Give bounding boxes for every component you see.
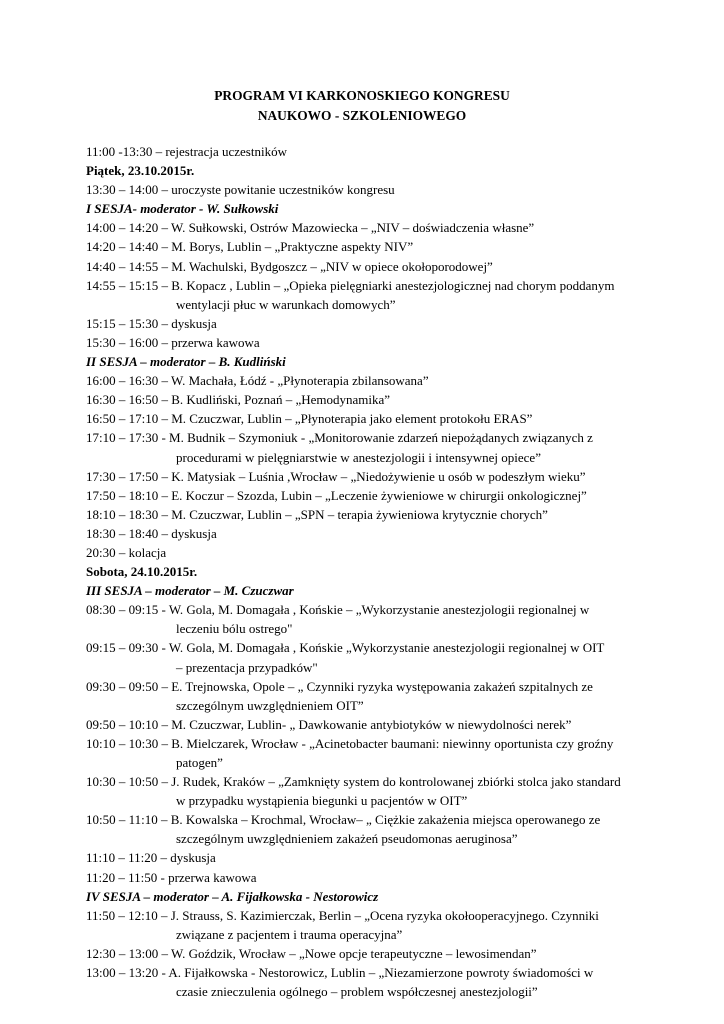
program-item-text: 15:30 – 16:00 – przerwa kawowa bbox=[86, 334, 260, 350]
program-item-text: 14:40 – 14:55 – M. Wachulski, Bydgoszcz – „NIV w opiece okołoporodowej” bbox=[86, 258, 493, 274]
program-item bbox=[86, 180, 686, 199]
program-item-text: 11:20 – 11:50 - przerwa kawowa bbox=[86, 869, 257, 885]
program-item-text: 09:30 – 09:50 – E. Trejnowska, Opole – „ Czynniki ryzyka występowania zakażeń szpitalnych ze bbox=[86, 678, 593, 694]
session-heading bbox=[86, 352, 686, 371]
program-item-continuation: szczególnym uwzględnieniem zakażeń pseudomonas aeruginosa” bbox=[176, 831, 518, 847]
program-item bbox=[86, 371, 686, 390]
program-item-text: 11:50 – 12:10 – J. Strauss, S. Kazimierczak, Berlin – „Ocena ryzyka okołooperacyjnego. Czynniki bbox=[86, 907, 599, 923]
program-item-text: 16:00 – 16:30 – W. Machała, Łódź - „Płynoterapia zbilansowana” bbox=[86, 373, 429, 389]
program-item-text: 20:30 – kolacja bbox=[86, 544, 167, 560]
program-item bbox=[86, 142, 686, 161]
program-item bbox=[86, 486, 686, 505]
program-item-text: 13:30 – 14:00 – uroczyste powitanie uczestników kongresu bbox=[86, 182, 395, 198]
program-item bbox=[86, 848, 686, 867]
title-line-2: NAUKOWO - SZKOLENIOWEGO bbox=[257, 108, 467, 123]
day-heading-text: Sobota, 24.10.2015r. bbox=[86, 564, 198, 580]
program-item bbox=[86, 963, 686, 1001]
session-heading-text: IV SESJA – moderator – A. Fijałkowska - Nestorowicz bbox=[86, 888, 379, 904]
program-item bbox=[86, 944, 686, 963]
program-item-continuation: wentylacji płuc w warunkach domowych” bbox=[176, 296, 396, 312]
program-item bbox=[86, 237, 686, 256]
program-item-continuation: leczeniu bólu ostrego" bbox=[176, 621, 293, 637]
program-item-text: 09:50 – 10:10 – M. Czuczwar, Lublin- „ Dawkowanie antybiotyków w niewydolności nerek” bbox=[86, 716, 572, 732]
session-heading bbox=[86, 199, 686, 218]
program-item bbox=[86, 772, 686, 810]
program-item-text: 14:55 – 15:15 – B. Kopacz , Lublin – „Opieka pielęgniarki anestezjologicznej nad chorym poddanym bbox=[86, 277, 615, 293]
session-heading bbox=[86, 581, 686, 600]
program-item-text: 13:00 – 13:20 - A. Fijałkowska - Nestorowicz, Lublin – „Niezamierzone powroty świadomości w bbox=[86, 965, 594, 981]
program-item-text: 17:30 – 17:50 – K. Matysiak – Luśnia ,Wrocław – „Niedożywienie u osób w podeszłym wieku” bbox=[86, 468, 586, 484]
program-item-text: 08:30 – 09:15 - W. Gola, M. Domagała , Końskie – „Wykorzystanie anestezjologii regionalnej w bbox=[86, 602, 590, 618]
program-item-text: 10:10 – 10:30 – B. Mielczarek, Wrocław - „Acinetobacter baumani: niewinny oportunista czy groźny bbox=[86, 735, 614, 751]
program-item-continuation: szczególnym uwzględnieniem OIT” bbox=[176, 697, 364, 713]
program-item-continuation: – prezentacja przypadków" bbox=[176, 659, 318, 675]
program-item bbox=[86, 638, 686, 676]
program-item-continuation: czasie znieczulenia ogólnego – problem współczesnej anestezjologii” bbox=[176, 984, 538, 1000]
program-item-text: 16:50 – 17:10 – M. Czuczwar, Lublin – „Płynoterapia jako element protokołu ERAS” bbox=[86, 411, 533, 427]
program-item bbox=[86, 715, 686, 734]
program-item-text: 18:10 – 18:30 – M. Czuczwar, Lublin – „SPN – terapia żywieniowa krytycznie chorych” bbox=[86, 506, 548, 522]
program-title bbox=[0, 86, 724, 126]
day-heading bbox=[86, 161, 686, 180]
program-item-text: 14:00 – 14:20 – W. Sułkowski, Ostrów Mazowiecka – „NIV – doświadczenia własne” bbox=[86, 220, 535, 236]
program-item bbox=[86, 467, 686, 486]
program-item-text: 14:20 – 14:40 – M. Borys, Lublin – „Praktyczne aspekty NIV” bbox=[86, 239, 414, 255]
day-heading bbox=[86, 562, 686, 581]
program-item-text: 17:50 – 18:10 – E. Koczur – Szozda, Lubin – „Leczenie żywieniowe w chirurgii onkologicznej” bbox=[86, 487, 587, 503]
day-heading-text: Piątek, 23.10.2015r. bbox=[86, 163, 195, 179]
session-heading-text: III SESJA – moderator – M. Czuczwar bbox=[86, 583, 294, 599]
program-item-text: 11:10 – 11:20 – dyskusja bbox=[86, 850, 216, 866]
program-item bbox=[86, 409, 686, 428]
title-line-1: PROGRAM VI KARKONOSKIEGO KONGRESU bbox=[214, 88, 510, 103]
program-item bbox=[86, 333, 686, 352]
program-item bbox=[86, 810, 686, 848]
program-item bbox=[86, 276, 686, 314]
program-item-continuation: patogen” bbox=[176, 755, 223, 770]
program-list bbox=[86, 142, 686, 1001]
session-heading-text: I SESJA- moderator - W. Sułkowski bbox=[86, 201, 279, 217]
program-item-text: 16:30 – 16:50 – B. Kudliński, Poznań – „Hemodynamika” bbox=[86, 392, 391, 408]
program-item-text: 10:30 – 10:50 – J. Rudek, Kraków – „Zamknięty system do kontrolowanej zbiórki stolca jako standard bbox=[86, 774, 621, 790]
program-item bbox=[86, 524, 686, 543]
program-item bbox=[86, 218, 686, 237]
program-item bbox=[86, 677, 686, 715]
program-item bbox=[86, 257, 686, 276]
program-item bbox=[86, 505, 686, 524]
program-item bbox=[86, 390, 686, 409]
program-item-continuation: w przypadku wystąpienia biegunki u pacjentów w OIT” bbox=[176, 793, 468, 809]
program-item-text: 11:00 -13:30 – rejestracja uczestników bbox=[86, 144, 287, 159]
program-item-text: 09:15 – 09:30 - W. Gola, M. Domagała , Końskie „Wykorzystanie anestezjologii regionalnej w OIT bbox=[86, 640, 605, 656]
program-item bbox=[86, 314, 686, 333]
program-item bbox=[86, 868, 686, 887]
program-item-text: 10:50 – 11:10 – B. Kowalska – Krochmal, Wrocław– „ Ciężkie zakażenia miejsca operowanego ze bbox=[86, 812, 601, 828]
program-item-text: 12:30 – 13:00 – W. Goździk, Wrocław – „Nowe opcje terapeutyczne – lewosimendan” bbox=[86, 945, 537, 961]
session-heading bbox=[86, 887, 686, 906]
program-item bbox=[86, 734, 686, 772]
session-heading-text: II SESJA – moderator – B. Kudliński bbox=[86, 354, 286, 370]
program-item bbox=[86, 428, 686, 466]
program-item bbox=[86, 543, 686, 562]
program-item bbox=[86, 906, 686, 944]
program-item-continuation: związane z pacjentem i trauma operacyjna” bbox=[176, 926, 403, 942]
program-item-text: 15:15 – 15:30 – dyskusja bbox=[86, 315, 217, 331]
program-item-text: 18:30 – 18:40 – dyskusja bbox=[86, 525, 217, 541]
program-item bbox=[86, 600, 686, 638]
program-item-text: 17:10 – 17:30 - M. Budnik – Szymoniuk - „Monitorowanie zdarzeń niepożądanych związanych z bbox=[86, 430, 593, 446]
program-item-continuation: procedurami w pielęgniarstwie w anestezjologii i intensywnej opiece” bbox=[176, 449, 541, 465]
